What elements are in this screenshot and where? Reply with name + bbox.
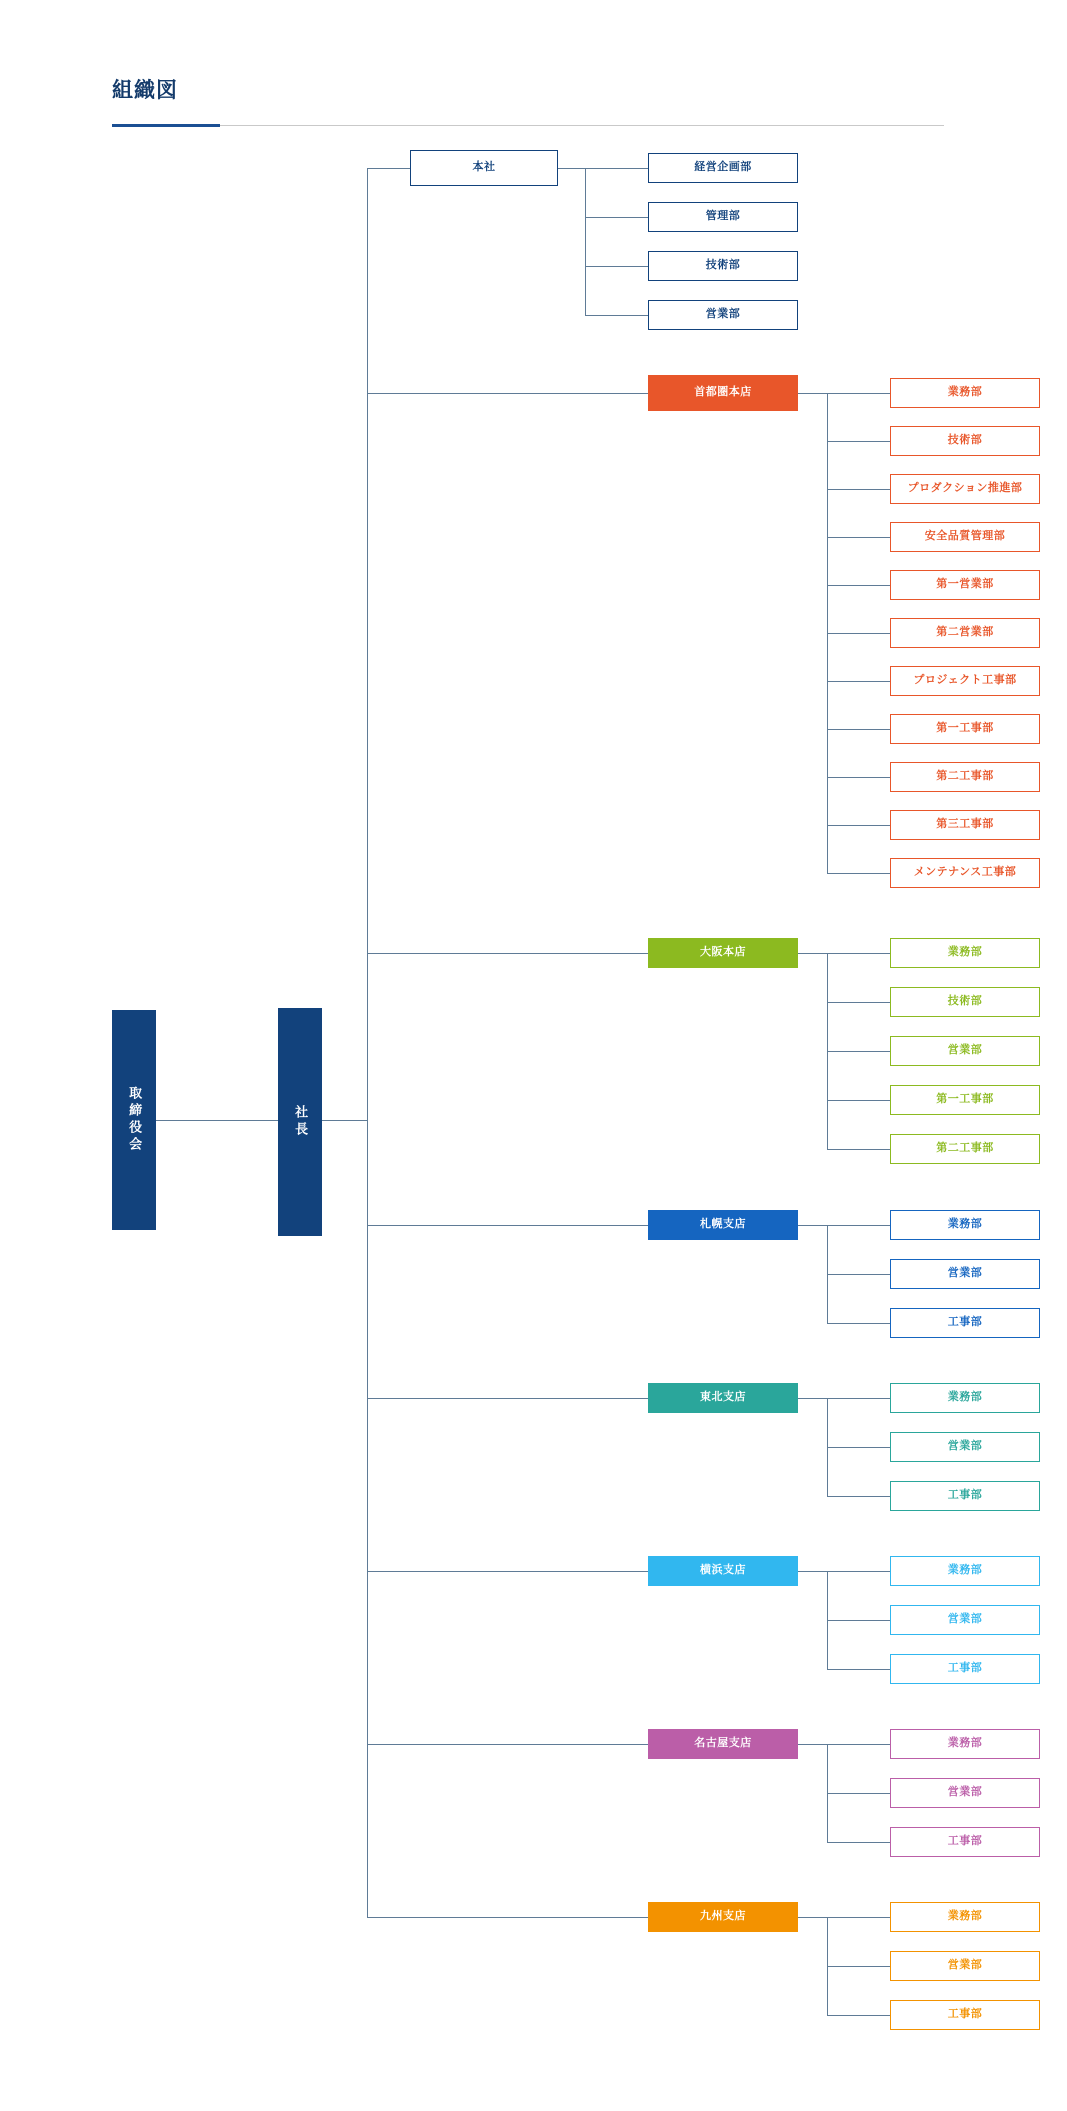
connector-line	[827, 1669, 890, 1670]
connector-line	[827, 1447, 890, 1448]
connector-line	[827, 1571, 890, 1572]
node-sapporo-branch-dept-0	[890, 1210, 1040, 1240]
page-title: 組織図	[112, 79, 178, 102]
node-tokyo-main-dept-4	[890, 570, 1040, 600]
node-headquarters-dept-0	[648, 153, 798, 183]
node-tokyo-main-dept-10-label: メンテナンス工事部	[913, 866, 1017, 879]
node-yokohama-branch-dept-0	[890, 1556, 1040, 1586]
node-tohoku-branch-dept-0-label: 業務部	[947, 1391, 983, 1404]
connector-line	[367, 1225, 648, 1226]
node-tokyo-main-dept-1	[890, 426, 1040, 456]
connector-line	[827, 1323, 890, 1324]
connector-line	[827, 1842, 890, 1843]
node-tokyo-main-dept-5	[890, 618, 1040, 648]
node-nagoya-branch-dept-1	[890, 1778, 1040, 1808]
connector-line	[367, 1917, 648, 1918]
connector-line	[798, 953, 827, 954]
node-tohoku-branch-dept-1-label: 営業部	[947, 1440, 983, 1453]
node-headquarters-dept-2-label: 技術部	[705, 259, 741, 272]
node-osaka-main-dept-4	[890, 1134, 1040, 1164]
connector-line	[798, 393, 827, 394]
connector-line	[827, 1496, 890, 1497]
node-tokyo-main-dept-6	[890, 666, 1040, 696]
connector-line	[322, 1120, 367, 1121]
connector-line	[827, 393, 890, 394]
node-tokyo-main-dept-4-label: 第一営業部	[936, 578, 994, 591]
connector-line	[827, 777, 890, 778]
connector-line	[827, 681, 890, 682]
connector-line	[827, 633, 890, 634]
node-headquarters-dept-1-label: 管理部	[705, 210, 741, 223]
node-tokyo-main-dept-0-label: 業務部	[947, 386, 983, 399]
node-tokyo-main-dept-5-label: 第二営業部	[936, 626, 994, 639]
node-yokohama-branch-dept-2	[890, 1654, 1040, 1684]
node-yokohama-branch-dept-1	[890, 1605, 1040, 1635]
node-tokyo-main-dept-7-label: 第一工事部	[936, 722, 994, 735]
connector-line	[827, 489, 890, 490]
connector-line	[827, 1966, 890, 1967]
title-divider-accent	[112, 124, 220, 127]
node-headquarters-label: 本社	[472, 161, 496, 174]
node-tohoku-branch	[648, 1383, 798, 1413]
node-sapporo-branch-dept-1-label: 営業部	[947, 1267, 983, 1280]
node-president	[278, 1008, 322, 1236]
node-osaka-main-label: 大阪本店	[700, 946, 746, 959]
node-tokyo-main-dept-9-label: 第三工事部	[936, 818, 994, 831]
node-tokyo-main	[648, 375, 798, 411]
node-headquarters-dept-1	[648, 202, 798, 232]
node-president-label: 社長	[293, 1105, 309, 1139]
node-board	[112, 1010, 156, 1230]
node-sapporo-branch-dept-1	[890, 1259, 1040, 1289]
connector-line	[827, 1225, 890, 1226]
connector-line	[827, 953, 890, 954]
connector-line	[798, 1917, 827, 1918]
node-sapporo-branch-label: 札幌支店	[700, 1218, 746, 1231]
connector-line	[367, 393, 648, 394]
node-nagoya-branch-dept-2	[890, 1827, 1040, 1857]
connector-line	[827, 1744, 890, 1745]
node-tokyo-main-dept-2-label: プロダクション推進部	[907, 482, 1023, 495]
node-osaka-main-dept-3	[890, 1085, 1040, 1115]
node-tokyo-main-dept-2	[890, 474, 1040, 504]
node-headquarters	[410, 150, 558, 186]
node-tokyo-main-dept-10	[890, 858, 1040, 888]
title-divider	[112, 125, 944, 126]
node-tokyo-main-dept-8	[890, 762, 1040, 792]
node-nagoya-branch	[648, 1729, 798, 1759]
connector-line	[827, 1051, 890, 1052]
connector-line	[827, 1100, 890, 1101]
node-kyushu-branch-label: 九州支店	[700, 1910, 746, 1923]
connector-line	[585, 168, 648, 169]
node-yokohama-branch-dept-0-label: 業務部	[947, 1564, 983, 1577]
node-sapporo-branch	[648, 1210, 798, 1240]
connector-line	[367, 168, 368, 1917]
node-tohoku-branch-dept-1	[890, 1432, 1040, 1462]
node-kyushu-branch-dept-0	[890, 1902, 1040, 1932]
node-nagoya-branch-dept-1-label: 営業部	[947, 1786, 983, 1799]
node-nagoya-branch-label: 名古屋支店	[694, 1737, 752, 1750]
node-sapporo-branch-dept-0-label: 業務部	[947, 1218, 983, 1231]
node-tokyo-main-dept-6-label: プロジェクト工事部	[913, 674, 1017, 687]
connector-line	[827, 1002, 890, 1003]
node-osaka-main-dept-2-label: 営業部	[947, 1044, 983, 1057]
node-tokyo-main-label: 首都圏本店	[694, 386, 752, 399]
connector-line	[367, 1398, 648, 1399]
connector-line	[827, 1149, 890, 1150]
connector-line	[827, 2015, 890, 2016]
node-kyushu-branch-dept-0-label: 業務部	[947, 1910, 983, 1923]
node-nagoya-branch-dept-0	[890, 1729, 1040, 1759]
node-nagoya-branch-dept-2-label: 工事部	[947, 1835, 983, 1848]
node-tokyo-main-dept-0	[890, 378, 1040, 408]
connector-line	[367, 953, 648, 954]
node-osaka-main-dept-1	[890, 987, 1040, 1017]
node-kyushu-branch-dept-1	[890, 1951, 1040, 1981]
connector-line	[827, 585, 890, 586]
connector-line	[827, 441, 890, 442]
node-kyushu-branch-dept-2-label: 工事部	[947, 2008, 983, 2021]
node-osaka-main	[648, 938, 798, 968]
node-kyushu-branch	[648, 1902, 798, 1932]
node-osaka-main-dept-0	[890, 938, 1040, 968]
connector-line	[156, 1120, 278, 1121]
connector-line	[827, 825, 890, 826]
connector-line	[367, 168, 410, 169]
connector-line	[827, 729, 890, 730]
node-osaka-main-dept-2	[890, 1036, 1040, 1066]
node-tohoku-branch-label: 東北支店	[700, 1391, 746, 1404]
connector-line	[585, 266, 648, 267]
node-kyushu-branch-dept-1-label: 営業部	[947, 1959, 983, 1972]
connector-line	[367, 1744, 648, 1745]
connector-line	[585, 168, 586, 315]
node-sapporo-branch-dept-2	[890, 1308, 1040, 1338]
connector-line	[798, 1398, 827, 1399]
node-headquarters-dept-3-label: 営業部	[705, 308, 741, 321]
node-tokyo-main-dept-3-label: 安全品質管理部	[924, 530, 1006, 543]
node-headquarters-dept-3	[648, 300, 798, 330]
node-tokyo-main-dept-3	[890, 522, 1040, 552]
connector-line	[798, 1225, 827, 1226]
connector-line	[367, 1571, 648, 1572]
node-headquarters-dept-2	[648, 251, 798, 281]
node-yokohama-branch-label: 横浜支店	[700, 1564, 746, 1577]
connector-line	[827, 1398, 890, 1399]
node-board-label: 取締役会	[127, 1086, 143, 1154]
node-yokohama-branch-dept-2-label: 工事部	[947, 1662, 983, 1675]
connector-line	[827, 1274, 890, 1275]
connector-line	[585, 217, 648, 218]
connector-line	[585, 315, 648, 316]
node-yokohama-branch	[648, 1556, 798, 1586]
connector-line	[558, 168, 585, 169]
connector-line	[827, 1917, 890, 1918]
connector-line	[827, 537, 890, 538]
node-tohoku-branch-dept-2-label: 工事部	[947, 1489, 983, 1502]
node-tohoku-branch-dept-0	[890, 1383, 1040, 1413]
node-headquarters-dept-0-label: 経営企画部	[694, 161, 752, 174]
connector-line	[798, 1571, 827, 1572]
node-yokohama-branch-dept-1-label: 営業部	[947, 1613, 983, 1626]
node-tokyo-main-dept-7	[890, 714, 1040, 744]
connector-line	[798, 1744, 827, 1745]
node-osaka-main-dept-4-label: 第二工事部	[936, 1142, 994, 1155]
connector-line	[827, 1793, 890, 1794]
node-tokyo-main-dept-8-label: 第二工事部	[936, 770, 994, 783]
node-sapporo-branch-dept-2-label: 工事部	[947, 1316, 983, 1329]
connector-line	[827, 1620, 890, 1621]
node-nagoya-branch-dept-0-label: 業務部	[947, 1737, 983, 1750]
node-osaka-main-dept-0-label: 業務部	[947, 946, 983, 959]
node-osaka-main-dept-1-label: 技術部	[947, 995, 983, 1008]
node-tokyo-main-dept-1-label: 技術部	[947, 434, 983, 447]
node-osaka-main-dept-3-label: 第一工事部	[936, 1093, 994, 1106]
connector-line	[827, 873, 890, 874]
node-tokyo-main-dept-9	[890, 810, 1040, 840]
node-tohoku-branch-dept-2	[890, 1481, 1040, 1511]
node-kyushu-branch-dept-2	[890, 2000, 1040, 2030]
